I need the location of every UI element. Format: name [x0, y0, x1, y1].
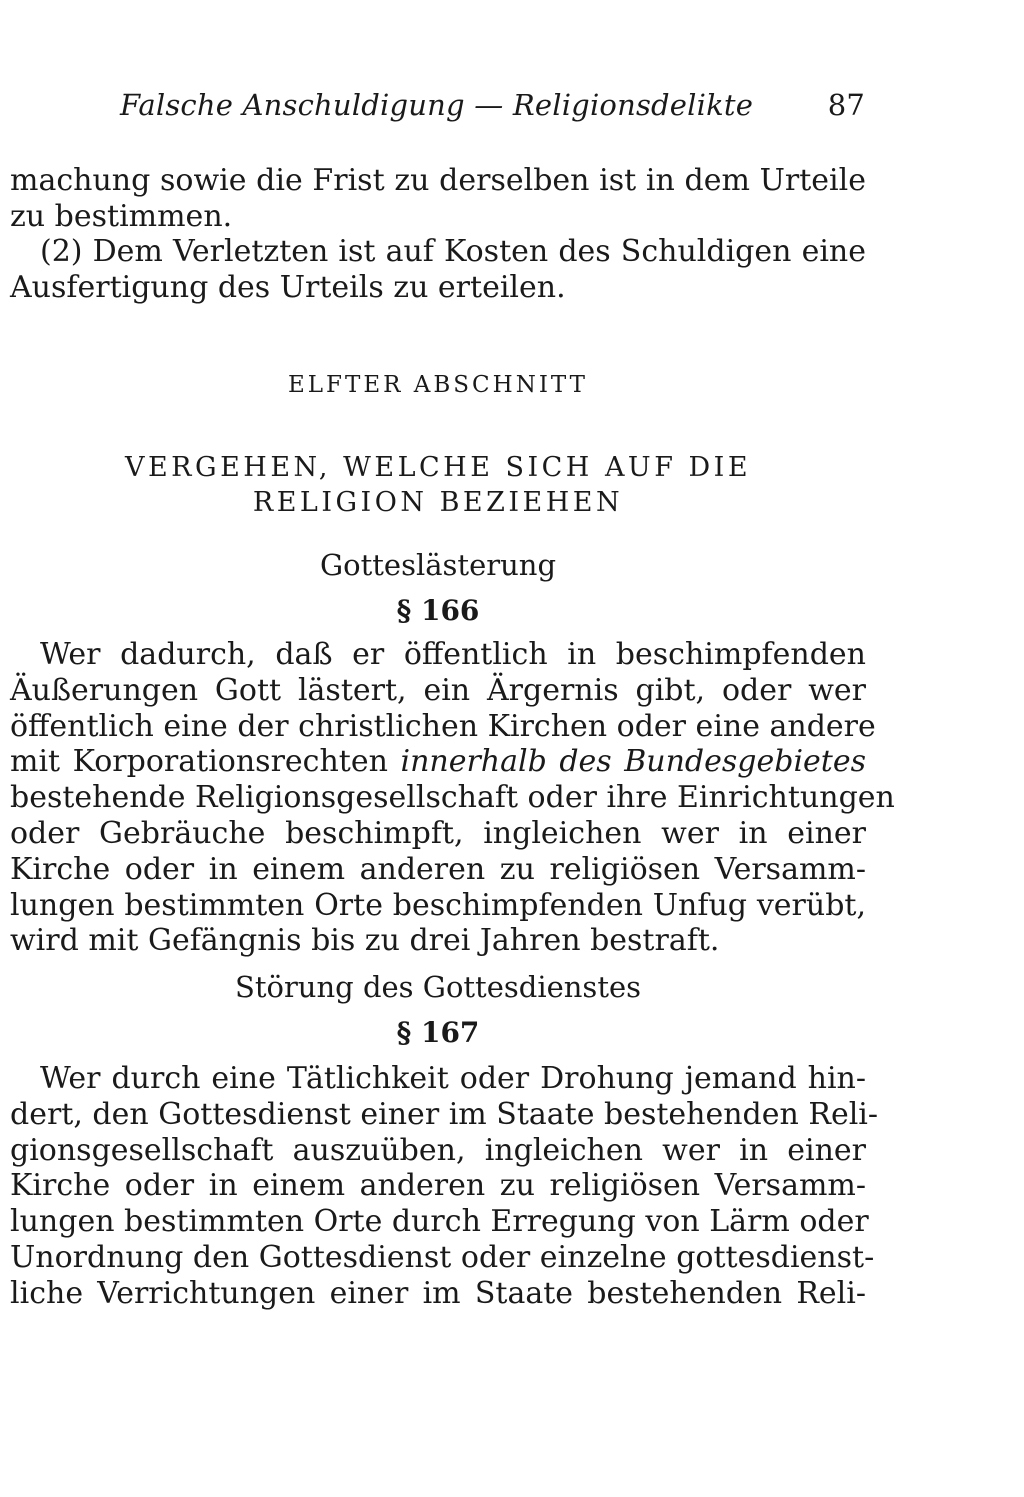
text-line: oder Gebräuche beschimpft, ingleichen wer in einer [10, 815, 866, 851]
text-line: lungen bestimmten Orte beschimpfenden Unfug verübt, [10, 887, 866, 923]
section-167-text [10, 1061, 879, 1312]
chapter-title [10, 450, 866, 520]
text-line: gionsgesellschaft auszuüben, ingleichen wer in einer [10, 1132, 866, 1168]
text-line [10, 744, 866, 780]
text-line: wird mit Gefängnis bis zu drei Jahren bestraft. [10, 923, 720, 959]
section-167-heading: Störung des Gottesdienstes [234, 970, 642, 1004]
text-line: Äußerungen Gott lästert, ein Ärgernis gibt, oder wer [10, 672, 866, 708]
text-line: zu bestimmen. [10, 198, 233, 234]
text-line: Ausfertigung des Urteils zu erteilen. [10, 269, 566, 305]
chapter-title-line: VERGEHEN, WELCHE SICH AUF DIE [124, 452, 752, 483]
emphasis-text: innerhalb des Bundesgebietes [400, 744, 866, 780]
text-fragment: mit Korporationsrechten [10, 744, 401, 780]
text-line: Wer dadurch, daß er öffentlich in beschimpfenden [40, 637, 866, 672]
chapter-title-line: RELIGION BEZIEHEN [252, 487, 624, 518]
section-166-number: § 166 [396, 594, 480, 627]
text-line: Wer durch eine Tätlichkeit oder Drohung jemand hin- [40, 1061, 866, 1096]
page-number: 87 [827, 88, 865, 122]
paragraph-2 [10, 234, 866, 306]
text-line: Unordnung den Gottesdienst oder einzelne gottesdienst- [10, 1239, 875, 1275]
text-line: Kirche oder in einem anderen zu religiösen Versamm- [10, 851, 866, 887]
text-line: lungen bestimmten Orte durch Erregung von Lärm oder [10, 1204, 869, 1240]
text-line: öffentlich eine der christlichen Kirchen oder eine andere [10, 708, 876, 744]
text-line: machung sowie die Frist zu derselben ist in dem Urteile [10, 163, 866, 198]
chapter-label: ELFTER ABSCHNITT [287, 372, 589, 398]
section-166-heading: Gotteslästerung [319, 548, 557, 582]
continuation-paragraph [10, 163, 866, 235]
section-166-text [10, 637, 895, 959]
running-head-title: Falsche Anschuldigung — Religionsdelikte [120, 88, 754, 122]
text-line: Kirche oder in einem anderen zu religiösen Versamm- [10, 1168, 866, 1204]
running-head [120, 88, 865, 128]
text-line: bestehende Religionsgesellschaft oder ihre Einrichtungen [10, 780, 895, 816]
text-line: (2) Dem Verletzten ist auf Kosten des Schuldigen eine [40, 234, 866, 269]
section-167-number: § 167 [396, 1016, 480, 1049]
text-line: dert, den Gottesdienst einer im Staate bestehenden Reli- [10, 1096, 879, 1132]
text-line: liche Verrichtungen einer im Staate bestehenden Reli- [10, 1275, 866, 1311]
